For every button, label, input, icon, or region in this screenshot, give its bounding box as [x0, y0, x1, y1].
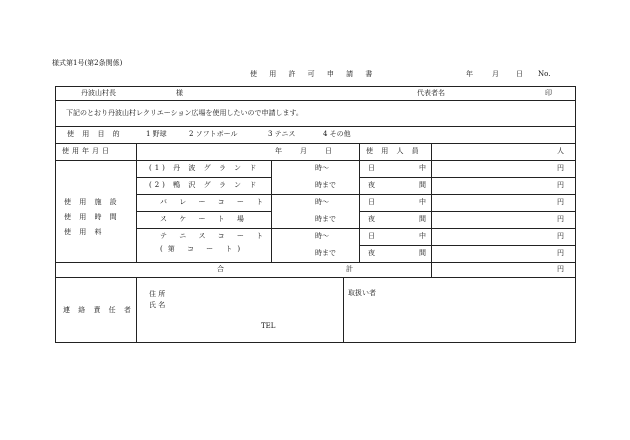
fee-period: 夜: [368, 249, 375, 257]
fee-unit: 円: [557, 181, 564, 189]
contact-name-label: 氏 名: [149, 301, 166, 309]
facility-name: (2) 鴨 沢 グ ラ ン ド: [149, 181, 260, 189]
usage-date-label: 使用年月日: [62, 147, 112, 155]
fee-unit: 円: [557, 164, 564, 172]
purpose-label: 使 用 目 的: [67, 130, 123, 138]
time-to: 時まで: [315, 215, 336, 223]
contact-tel-label: TEL: [261, 322, 276, 330]
total-label-b: 計: [346, 265, 353, 273]
date-day: 日: [516, 70, 523, 78]
people-label: 使 用 人 員: [366, 147, 422, 155]
purpose-option-3: 3 テニス: [268, 130, 296, 138]
time-from: 時～: [315, 164, 329, 172]
facility-name: (1) 丹 波 グ ラ ン ド: [149, 164, 260, 172]
fee-unit: 円: [557, 249, 564, 257]
handler-label: 取扱い者: [348, 289, 376, 297]
people-unit: 人: [557, 147, 564, 155]
form-id: 様式第1号(第2条関係): [52, 59, 123, 67]
facility-name: テ ニ ス コ ー ト: [160, 232, 269, 240]
fee-unit: 円: [557, 232, 564, 240]
contact-address-label: 住 所: [149, 290, 166, 298]
time-from: 時～: [315, 198, 329, 206]
facility-label: 使 用 施 設: [64, 198, 120, 206]
fee-period: 夜: [368, 215, 375, 223]
facility-name: ス ケ ー ト 場: [160, 215, 249, 223]
fee-unit: 円: [557, 198, 564, 206]
fee-period: 中: [419, 232, 426, 240]
fee-period: 日: [368, 232, 375, 240]
page-title: 使 用 許 可 申 請 書: [250, 70, 378, 78]
fee-unit: 円: [557, 215, 564, 223]
total-label-a: 合: [217, 265, 224, 273]
fee-period: 日: [368, 198, 375, 206]
contact-label: 連 絡 責 任 者: [63, 306, 134, 314]
total-unit: 円: [557, 265, 564, 273]
purpose-option-1: 1 野球: [146, 130, 167, 138]
facility-name: バ レ ー コ ー ト: [160, 198, 269, 206]
date-no: No.: [538, 70, 551, 78]
usage-year: 年: [275, 147, 282, 155]
usage-day: 日: [325, 147, 332, 155]
time-from: 時～: [315, 232, 329, 240]
fee-period: 中: [419, 198, 426, 206]
fee-period: 日: [368, 164, 375, 172]
fee-period: 中: [419, 164, 426, 172]
purpose-option-4: 4 その他: [323, 130, 351, 138]
date-year: 年: [466, 70, 473, 78]
representative-label: 代表者名: [417, 89, 445, 97]
usage-month: 月: [300, 147, 307, 155]
intro-text: 下記のとおり丹波山村レクリエーション広場を使用したいので申請します。: [66, 109, 303, 117]
purpose-option-2: 2 ソフトボール: [189, 130, 238, 138]
fee-label: 使 用 料: [64, 228, 105, 236]
fee-period: 間: [419, 215, 426, 223]
addressee-honorific: 様: [176, 89, 183, 97]
fee-period: 間: [419, 249, 426, 257]
addressee-name: 丹波山村長: [81, 89, 116, 97]
time-label: 使 用 時 間: [64, 213, 120, 221]
seal-mark: 印: [545, 89, 552, 97]
fee-period: 間: [419, 181, 426, 189]
time-to: 時まで: [315, 181, 336, 189]
fee-period: 夜: [368, 181, 375, 189]
date-month: 月: [492, 70, 499, 78]
facility-name: (第 コ ー ト): [160, 245, 246, 253]
time-to: 時まで: [315, 249, 336, 257]
